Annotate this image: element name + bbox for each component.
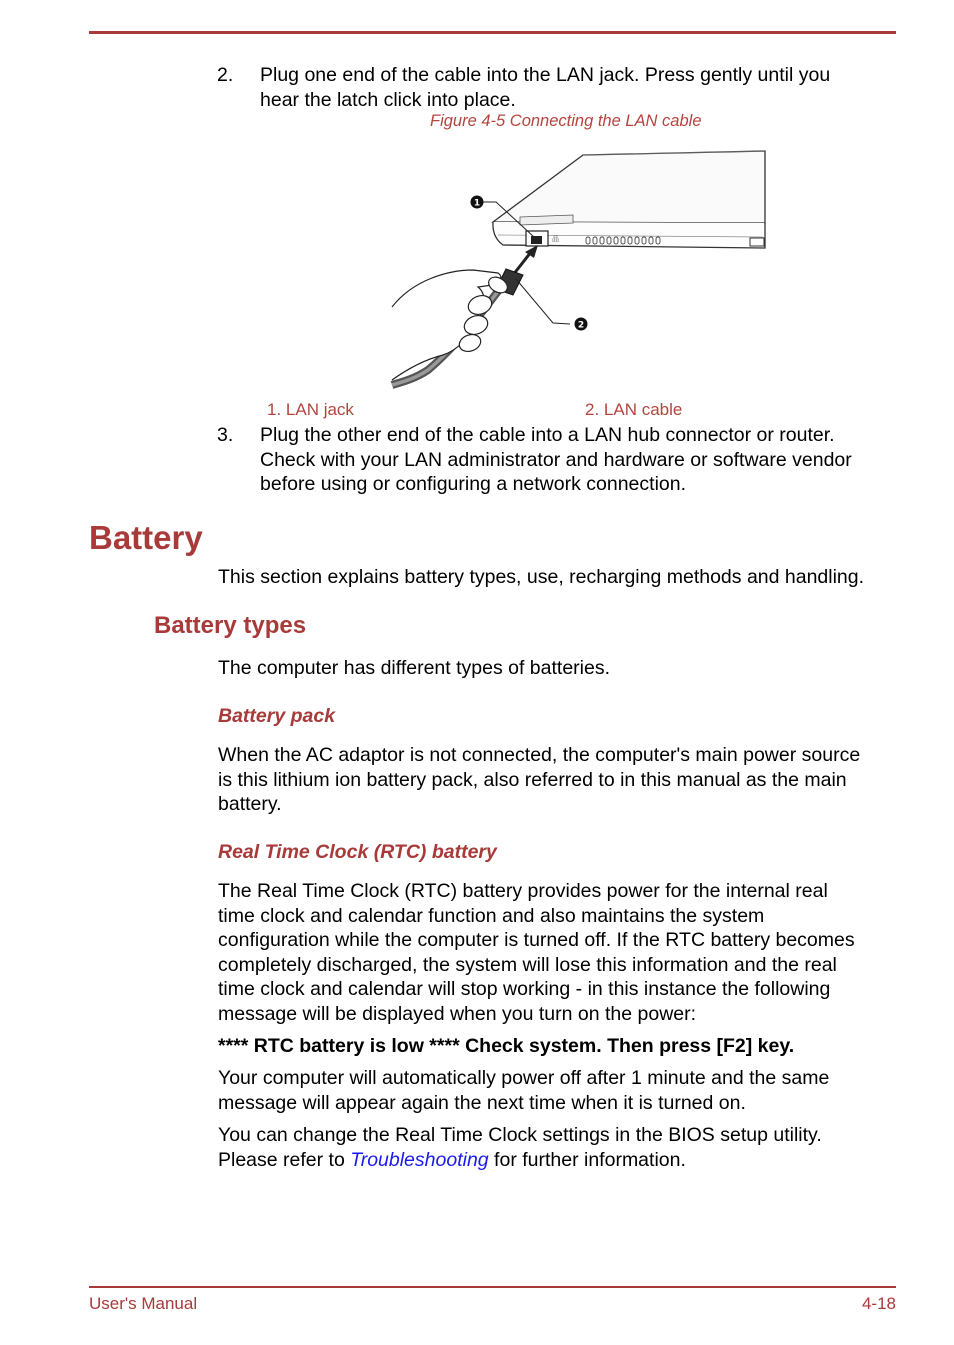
step-2-number: 2. bbox=[217, 64, 234, 86]
battery-intro: This section explains battery types, use, recharging methods and handling. bbox=[218, 566, 865, 588]
battery-pack-paragraph: When the AC adaptor is not connected, the computer's main power source is this lithium ion battery pack, also referred to in this manual as the main battery. bbox=[218, 744, 861, 815]
section-heading-battery: Battery bbox=[89, 519, 203, 556]
heading-battery-pack: Battery pack bbox=[218, 705, 336, 727]
rtc-settings-paragraph: You can change the Real Time Clock settings in the BIOS setup utility. Please refer to Troubleshooting for further information. bbox=[218, 1124, 822, 1171]
battery-types-intro: The computer has different types of batteries. bbox=[218, 657, 611, 679]
footer-rule bbox=[89, 1286, 896, 1288]
header-rule bbox=[89, 31, 896, 34]
step-3-text: Plug the other end of the cable into a LAN hub connector or router. Check with your LAN administrator and hardware or software vendor before using or configuring a network connection. bbox=[260, 424, 852, 495]
legend-lan-cable: 2. LAN cable bbox=[585, 400, 683, 419]
callout-1 bbox=[471, 196, 484, 209]
laptop-lid bbox=[493, 151, 765, 223]
footer-page-number: 4-18 bbox=[861, 1294, 896, 1313]
svg-text:2: 2 bbox=[577, 320, 585, 331]
insert-arrow bbox=[513, 252, 531, 275]
heading-rtc-battery: Real Time Clock (RTC) battery bbox=[218, 841, 497, 863]
footer-title: User's Manual bbox=[89, 1294, 198, 1313]
lan-cable-illustration bbox=[388, 145, 768, 390]
step-2-text: Plug one end of the cable into the LAN jack. Press gently until you hear the latch click into place. bbox=[260, 64, 831, 111]
troubleshooting-link[interactable]: Troubleshooting bbox=[350, 1148, 489, 1171]
power-off-paragraph: Your computer will automatically power off after 1 minute and the same message will appear again the next time when it is turned on. bbox=[218, 1067, 830, 1114]
rtc-paragraph: The Real Time Clock (RTC) battery provides power for the internal real time clock and calendar function and also maintains the system configuration while the computer is turned off. If the RTC battery becomes completely discharged, the system will lose this information and the real time clock and calendar will stop working - in this instance the following message will be displayed when you turn on the power: bbox=[218, 880, 855, 1025]
subsection-heading-battery-types: Battery types bbox=[154, 612, 307, 639]
figure-caption: Figure 4-5 Connecting the LAN cable bbox=[430, 112, 702, 130]
step-3-number: 3. bbox=[217, 424, 234, 446]
legend-lan-jack: 1. LAN jack bbox=[267, 400, 354, 419]
svg-text:1: 1 bbox=[473, 198, 481, 209]
callout-2 bbox=[575, 318, 588, 331]
svg-text:品: 品 bbox=[552, 235, 559, 243]
rtc-error-message: **** RTC battery is low **** Check system. Then press [F2] key. bbox=[218, 1035, 795, 1057]
hand bbox=[392, 270, 510, 380]
